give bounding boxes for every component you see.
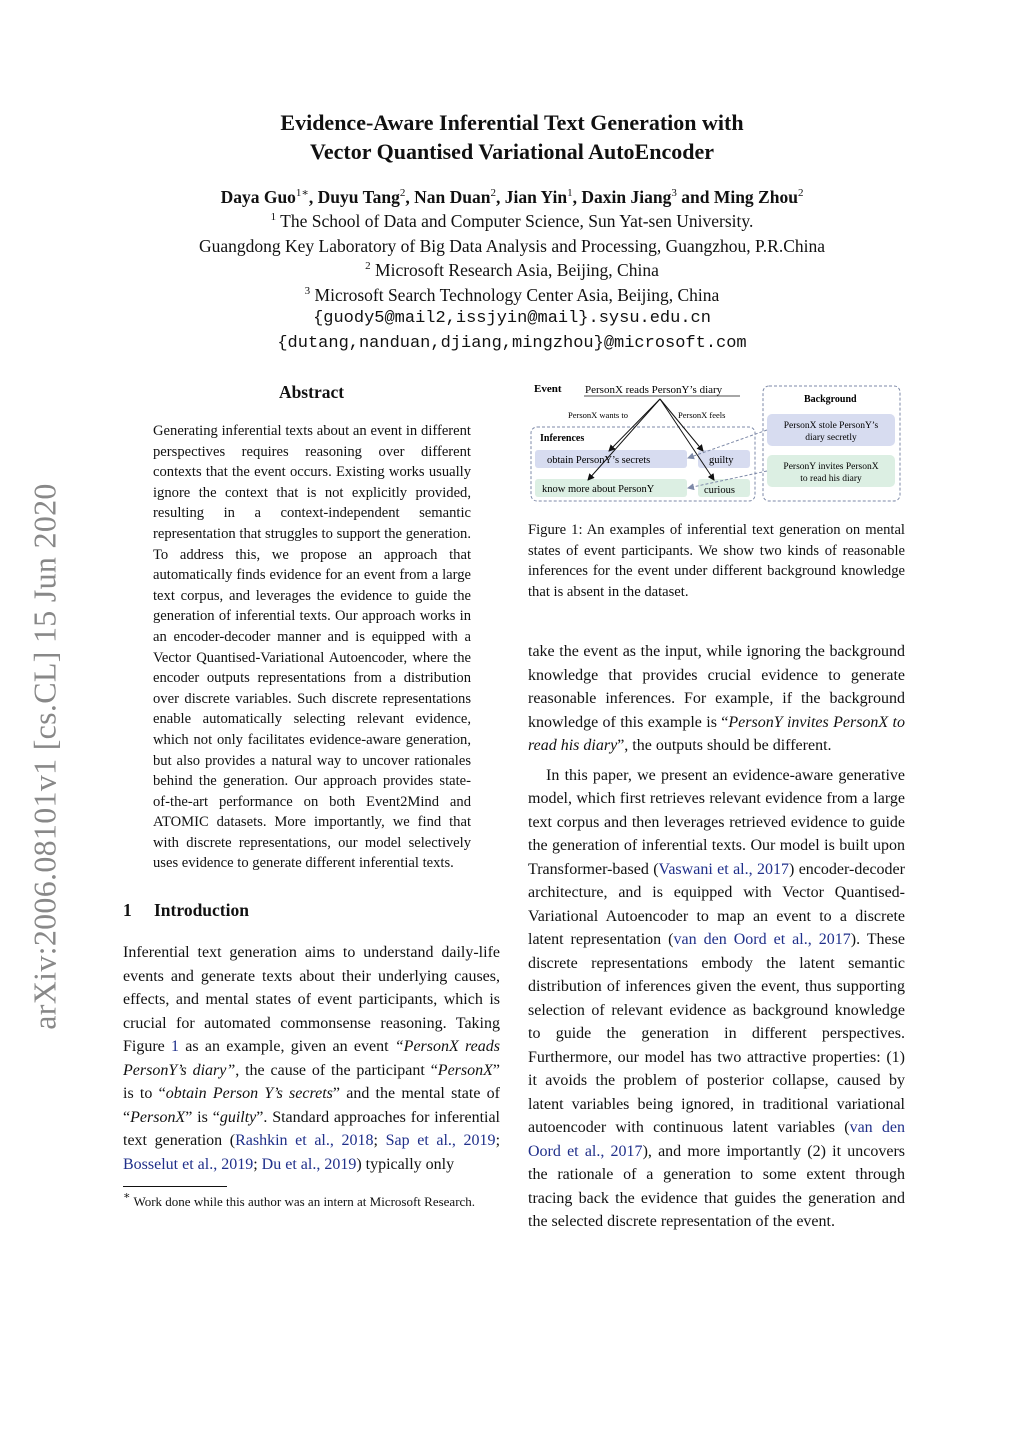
citation-link[interactable]: Bosselut et al., 2019 [123, 1155, 254, 1173]
text-run: ; [373, 1132, 386, 1150]
author-mark: 1 [567, 187, 573, 199]
text-run: take the event as the input, while ignoring the background knowledge that provides crucial evidence to generate reasonable inferences. For example, if the background knowledge of this example is “ [528, 643, 905, 731]
italic-quote: PersonY invites PersonX to read his diary [528, 713, 905, 754]
title-block [0, 108, 1024, 356]
author-mark: 2 [399, 187, 406, 199]
intro-paragraph-3 [528, 764, 905, 1234]
inference-curious-text: curious [704, 485, 735, 496]
affiliation-1b: Guangdong Key Laboratory of Big Data Analysis and Processing, Guangzhou, P.R.China [198, 235, 826, 256]
figure-wants-label: PersonX wants to [568, 410, 628, 420]
affiliation-2 [0, 258, 1024, 283]
arrow-to-obtain [609, 399, 660, 451]
text-run: ” is to “ [123, 1061, 501, 1103]
inference-obtain-text: obtain PersonY’s secrets [547, 455, 651, 466]
author-mark: 2 [797, 187, 804, 199]
text-run: , the cause of the participant “ [235, 1061, 438, 1079]
author-name: Daya Guo [220, 187, 296, 207]
author-mark: 3 [671, 187, 677, 199]
title-line-2: Vector Quantised Variational AutoEncoder [310, 139, 714, 164]
email-line-2: {dutang,nanduan,djiang,mingzhou}@microsoft.com [277, 333, 747, 353]
author-sep: , [308, 187, 318, 207]
author-sep: , [495, 187, 505, 207]
background-invites-line1: PersonY invites PersonX [783, 462, 879, 472]
affil-mark: 2 [365, 260, 371, 272]
italic-term: PersonX [437, 1061, 493, 1079]
figure-event-label: Event [534, 383, 562, 395]
author-name: Daxin Jiang [581, 187, 672, 207]
citation-link[interactable]: Rashkin et al., 2018 [235, 1132, 374, 1150]
footnote [123, 1190, 500, 1210]
author-sep: , [572, 187, 582, 207]
author-name: Jian Yin [504, 187, 568, 207]
background-stole-line1: PersonX stole PersonY’s [783, 421, 879, 431]
text-run: ” is “ [185, 1108, 220, 1126]
author-name: Duyu Tang [317, 187, 400, 207]
arrow-to-guilty [660, 399, 703, 451]
author-name: Nan Duan [414, 187, 491, 207]
text-run: ), and more importantly (2) it uncovers the rationale of a generation to some extent through tracing back the evidence that guides the generation and the selected discrete representation of the event. [528, 1142, 905, 1230]
affil-mark: 3 [304, 284, 311, 297]
author-sep: and [676, 187, 714, 207]
figure-ref-link[interactable]: 1 [171, 1038, 180, 1056]
italic-term: obtain Person Y’s secrets [165, 1085, 333, 1103]
text-run: ”, the outputs should be different. [617, 737, 832, 754]
arxiv-side-stamp [22, 458, 68, 1054]
author-name: Ming Zhou [713, 187, 798, 207]
italic-term: PersonX [130, 1108, 186, 1126]
title-line-1: Evidence-Aware Inferential Text Generation with [280, 110, 744, 135]
citation-link[interactable]: Du et al., 2019 [261, 1155, 357, 1173]
right-column [528, 640, 905, 1234]
figure-feels-label: PersonX feels [678, 410, 726, 420]
intro-paragraph-1 [123, 941, 500, 1176]
author-sep: , [405, 187, 415, 207]
citation-link[interactable]: Vaswani et al., 2017 [658, 860, 789, 878]
left-column [123, 380, 500, 1210]
email-line-1: {guody5@mail2,issjyin@mail}.sysu.edu.cn [313, 309, 711, 328]
figure-1-diagram [528, 378, 906, 508]
citation-link[interactable]: van den Oord et al., 2017 [528, 1119, 906, 1160]
event-quote: “PersonX reads PersonY’s diary” [123, 1038, 501, 1079]
text-run: ; [253, 1155, 262, 1173]
figure-background-label: Background [804, 394, 857, 405]
affil-mark: 1 [270, 211, 277, 223]
author-mark: 1∗ [295, 187, 309, 199]
affil-text: Microsoft Research Asia, Beijing, China [370, 260, 659, 280]
author-mark: 2 [490, 187, 496, 199]
footnote-mark: ∗ [123, 1190, 131, 1203]
arxiv-identifier: arXiv:2006.08101v1 [cs.CL] 15 Jun 2020 [26, 482, 63, 1030]
abstract-text: Generating inferential texts about an event in different perspectives requires reasoning over different contexts that the event occurs. Existing works usually ignore the context that is not explicitly provided, resulting in a context-independent semantic representation that struggles to support the generation. To address this, we propose an approach that automatically finds evidence for an event from a large text corpus, and leverages the evidence to guide the generation of inferential texts. Our approach works in an encoder-decoder manner and is equipped with a Vector Quantised-Variational Autoencoder, where the encoder outputs representations from a distribution over discrete variables. Such discrete representations enable automatically selecting relevant evidence, which not only facilitates evidence-aware generation, but also provides a natural way to uncover rationales behind the generation. Our approach provides state-of-the-art performance on both Event2Mind and ATOMIC datasets. More importantly, we find that with discrete representations, our model selectively uses evidence to generate different inferential texts. [153, 423, 471, 872]
affil-text: Microsoft Search Technology Center Asia, Beijing, China [310, 284, 720, 305]
intro-paragraph-2 [528, 640, 905, 758]
section-heading-introduction [123, 900, 500, 921]
author-list [0, 185, 1024, 209]
inference-know-text: know more about PersonY [542, 484, 655, 495]
figure-1-caption: Figure 1: An examples of inferential text generation on mental states of event participants. We show two kinds of reasonable inferences for the event under different background knowledge that is absent in the dataset. [528, 522, 905, 600]
text-run: Inferential text generation aims to understand daily-life events and generate texts about their underlying causes, effects, and mental states of event participants, which is crucial for automated commonsense reasoning. Taking Figure [123, 944, 500, 1056]
text-run: ). These discrete representations embody the latent semantic distribution of inferences given the event, thus supporting selection of relevant evidence as background knowledge to guide the generation in different perspectives. Furthermore, our model has two attractive properties: (1) it avoids the problem of posterior collapse, caused by latent variables being ignored, in traditional variational autoencoder with continuous latent variables ( [528, 931, 905, 1136]
paper-title [0, 108, 1024, 166]
text-run: ” and the mental state of “ [123, 1085, 501, 1126]
footnote-rule [123, 1186, 227, 1187]
text-run: as an example, given an event [179, 1038, 395, 1056]
figure-event-text: PersonX reads PersonY’s diary [585, 384, 723, 396]
italic-term: guilty [219, 1108, 257, 1126]
figure-inferences-label: Inferences [540, 433, 585, 444]
text-run: ) typically only [356, 1155, 455, 1173]
background-stole-line2: diary secretly [805, 433, 857, 443]
affil-text: The School of Data and Computer Science, Sun Yat-sen University. [276, 211, 754, 231]
affiliation-3 [0, 283, 1024, 308]
background-invites-line2: to read his diary [800, 474, 862, 484]
text-run: ; [495, 1132, 501, 1150]
abstract-heading: Abstract [278, 382, 345, 402]
affiliation-1 [0, 209, 1024, 234]
section-title: Introduction [154, 900, 249, 921]
text-run: ”. Standard approaches for inferential text generation ( [123, 1108, 501, 1150]
inference-guilty-text: guilty [709, 455, 734, 466]
citation-link[interactable]: van den Oord et al., 2017 [673, 931, 851, 948]
citation-link[interactable]: Sap et al., 2019 [385, 1132, 496, 1150]
footnote-text: Work done while this author was an intern at Microsoft Research. [130, 1194, 476, 1210]
text-run: ) encoder-decoder architecture, and is equipped with Vector Quantised-Variational Autoencoder to map an event to a discrete latent representation ( [528, 860, 905, 948]
section-number: 1 [123, 900, 132, 921]
text-run: In this paper, we present an evidence-aware generative model, which first retrieves relevant evidence from a large text corpus and then leverages retrieved evidence to guide the generation of inferential texts. Our model is built upon Transformer-based ( [528, 766, 905, 878]
